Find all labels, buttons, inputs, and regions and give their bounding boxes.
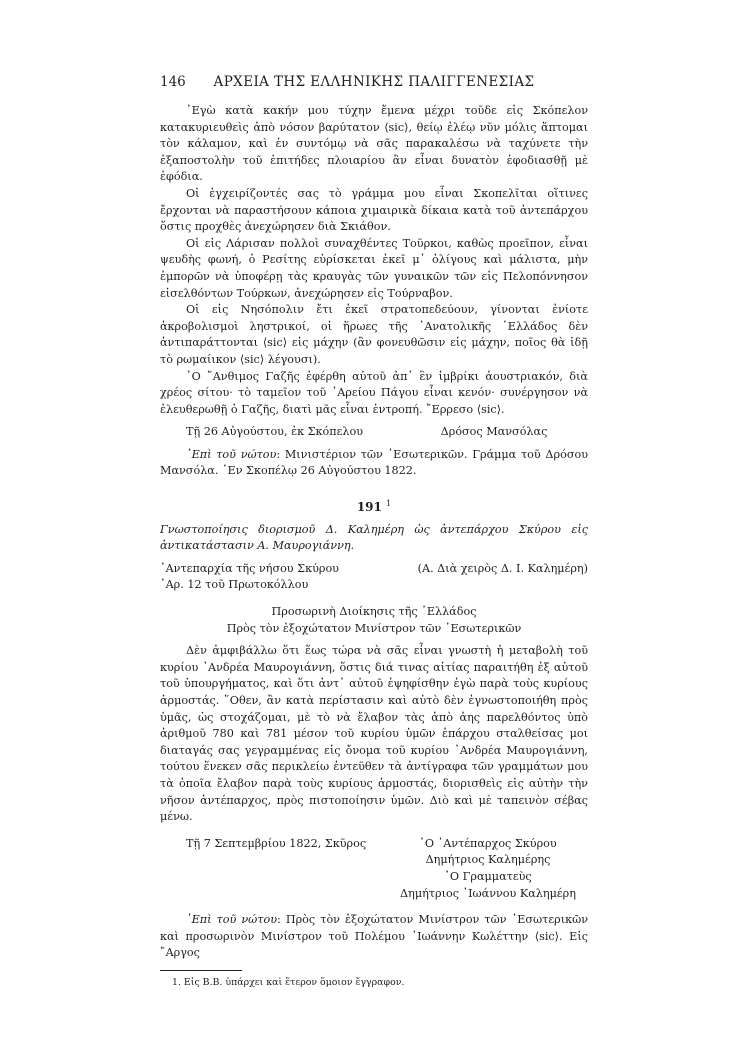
- document2-origin-line1: ᾿Αντεπαρχία τῆς νήσου Σκύρου: [160, 561, 339, 575]
- letter1-closing: [160, 424, 588, 441]
- page-header: [160, 74, 588, 94]
- document2-verso: [160, 912, 588, 962]
- document-number-value: 191: [356, 500, 382, 515]
- document2-closing: [160, 836, 588, 902]
- letter1-date-place: Τῇ 26 Αὐγούστου, ἐκ Σκόπελου: [186, 425, 364, 439]
- document2-hand: (Α. Διὰ χειρὸς Δ. Ι. Καλημέρη): [417, 561, 588, 575]
- document2-date-place: Τῇ 7 Σεπτεμβρίου 1822, Σκῦρος: [186, 836, 367, 850]
- letter1-verso-text: : Μινιστέριον τῶν ᾿Εσωτερικῶν. Γράμμα τοῦ Δρόσου Μανσόλα. ᾿Εν Σκοπέλῳ 26 Αὐγούστου 1822.: [160, 447, 588, 478]
- letter1-paragraph-2: Οἱ ἐγχειρίζοντές σας τὸ γράμμα μου εἶναι Σκοπελῖται οἵτινες ἔρχονται νὰ παραστήσουν κάποια χιμαιρικὰ δίκαια κατὰ τοῦ ἀντεπάρχου ὅστις προχθὲς ἀνεχώρησεν διὰ Σκιάθον.: [160, 186, 588, 234]
- page-number: 146: [160, 74, 186, 90]
- letter1-paragraph-3: Οἱ εἰς Λάρισαν πολλοὶ συναχθέντες Τοῦρκοι, καθὼς προεῖπον, εἶναι ψευδὴς φωνή, ὁ Ρεσίτης εὑρίσκεται ἐκεῖ μ᾿ ὀλίγους καὶ μάλιστα, μὴν ἐμπορῶν νὰ ὑποφέρῃ τὰς κραυγὰς τῶν γυναικῶν τῶν εἰς Πελοπόννησον εἰσελθόντων Τούρκων, ἀνεχώρησεν εἰς Τούρναβον.: [160, 236, 588, 300]
- footnote-marker: 1: [386, 499, 392, 509]
- signer2-name: Δημήτριος ᾿Ιωάννου Καλημέρη: [400, 886, 576, 900]
- running-title: ΑΡΧΕΙΑ ΤΗΣ ΕΛΛΗΝΙΚΗΣ ΠΑΛΙΓΓΕΝΕΣΙΑΣ: [213, 74, 535, 90]
- signer1-title: ῾Ο ᾿Αντέπαρχος Σκύρου: [419, 836, 557, 850]
- document-number: [160, 496, 588, 516]
- letter1-verso: [160, 447, 588, 480]
- document2-paragraph: Δὲν ἀμφιβάλλω ὅτι ἕως τώρα νὰ σᾶς εἶναι γνωστὴ ἡ μεταβολὴ τοῦ κυρίου ᾿Ανδρέα Μαυρογιάννη, ὅστις διά τινας αἰτίας παραιτήθη ἐξ αὐτοῦ τοῦ ὑπουργήματος, καὶ ὅτι ἀντ᾿ αὐτοῦ ἐψηφίσθην ἐγὼ παρὰ τοὺς κυρίους ἁρμοστάς. ῞Οθεν, ἂν κατὰ περίστασιν καὶ αὐτὸ δὲν ἐγνωστοποιήθη πρὸς ὑμᾶς, ὡς στοχάζομαι, μὲ τὸ νὰ ἔλαβον τὰς ἀπὸ ἀης παρελθόντος ὑπὸ ἀριθμοῦ 780 καὶ 781 μέσον τοῦ κυρίου ὑμῶν ἐπάρχου σταλθείσας μοι διαταγάς σας γεγραμμένας εἰς ὄνομα τοῦ κυρίου ᾿Ανδρέα Μαυρογιάννη, τούτου ἕνεκεν σᾶς περικλείω ἐντεῦθεν τὰ ἀντίγραφα τῶν γραμμάτων μου τὰ ὁποῖα ἔλαβον παρὰ τοὺς κυρίους ἁρμοστάς, διορισθεὶς εἰς αὐτὴν τὴν νῆσον ἀντέπαρχος, πρὸς πιστοποίησιν ὑμῶν. Διὸ καὶ μὲ ταπεινὸν σέβας μένω.: [160, 644, 588, 824]
- document2-origin-row: [160, 561, 588, 578]
- document2-addressee-line2: Πρὸς τὸν ἐξοχώτατον Μινίστρον τῶν ᾿Εσωτερικῶν: [226, 621, 522, 635]
- document2-title: Γνωστοποίησις διορισμοῦ Δ. Καλημέρη ὡς ἀντεπάρχου Σκύρου εἰς ἀντικατάστασιν Α. Μαυρογιάννη.: [160, 522, 588, 553]
- document2-verso-label: ᾿Επὶ τοῦ νώτου: [186, 913, 278, 927]
- document2-origin-line2: ᾿Αρ. 12 τοῦ Πρωτοκόλλου: [160, 578, 309, 592]
- footnote: 1. Εἰς Β.Β. ὑπάρχει καὶ ἕτερον ὅμοιον ἔγγραφον.: [172, 976, 405, 988]
- page-body: [160, 103, 588, 992]
- letter1-signature: Δρόσος Μανσόλας: [440, 425, 548, 439]
- letter1-paragraph-5: ῾Ο ῎Ανθιμος Γαζῆς ἐφέρθη αὐτοῦ ἀπ᾿ ἓν ἰμβρίκι ἀουστριακόν, διὰ χρέος σίτου· τὸ ταμεῖον τοῦ ᾿Αρείου Πάγου εἶναι κενόν· συνέργησον νὰ ἐλευθερωθῇ ὁ Γαζῆς, διατὶ μᾶς εἶναι ἐντροπή. ῎Ερρεσο ⟨sic⟩.: [160, 369, 588, 416]
- letter1-paragraph-1: ᾿Εγὼ κατὰ κακήν μου τύχην ἔμενα μέχρι τοῦδε εἰς Σκόπελον κατακυριευθεὶς ἀπὸ νόσον βαρύτατον ⟨sic⟩, θείῳ ἐλέῳ νῦν μόλις ἅπτομαι τὸν κάλαμον, καὶ ἐν συντόμῳ νὰ σᾶς παρακαλέσω νὰ ταχύνετε τὴν ἐξαποστολὴν τοῦ ἐπιτήδες πλοιαρίου ἂν εἶναι δυνατὸν ἐφοδιασθῇ μὲ ἐφόδια.: [160, 104, 588, 184]
- letter1-paragraph-4: Οἱ εἰς Νησόπολιν ἔτι ἐκεῖ στρατοπεδεύουν, γίνονται ἐνίοτε ἀκροβολισμοὶ ληστρικοί, οἱ ἥρωες τῆς ᾿Ανατολικῆς ῾Ελλάδος δὲν ἀντιπαράττονται ⟨sic⟩ εἰς μάχην (ἂν φονευθῶσιν εἰς μάχην, ποῖος θὰ ἰδῇ τὸ ρωμαίικον ⟨sic⟩ λέγουσι).: [160, 303, 588, 366]
- letter1-verso-label: ᾿Επὶ τοῦ νώτου: [186, 447, 277, 461]
- footnote-rule: [160, 970, 242, 971]
- signer2-title: ῾Ο Γραμματεὺς: [444, 869, 532, 883]
- document2-signatures: [388, 836, 588, 902]
- document2-addressee-line1: Προσωρινὴ Διοίκησις τῆς ῾Ελλάδος: [271, 605, 477, 619]
- document2-verso-text: : Πρὸς τὸν ἐξοχώτατον Μινίστρον τῶν ᾿Εσωτερικῶν καὶ προσωρινὸν Μινίστρον τοῦ Πολέμου ᾿Ιωάννην Κωλέττην ⟨sic⟩. Εἰς ῎Αργος: [160, 913, 588, 960]
- signer1-name: Δημήτριος Καλημέρης: [425, 853, 551, 867]
